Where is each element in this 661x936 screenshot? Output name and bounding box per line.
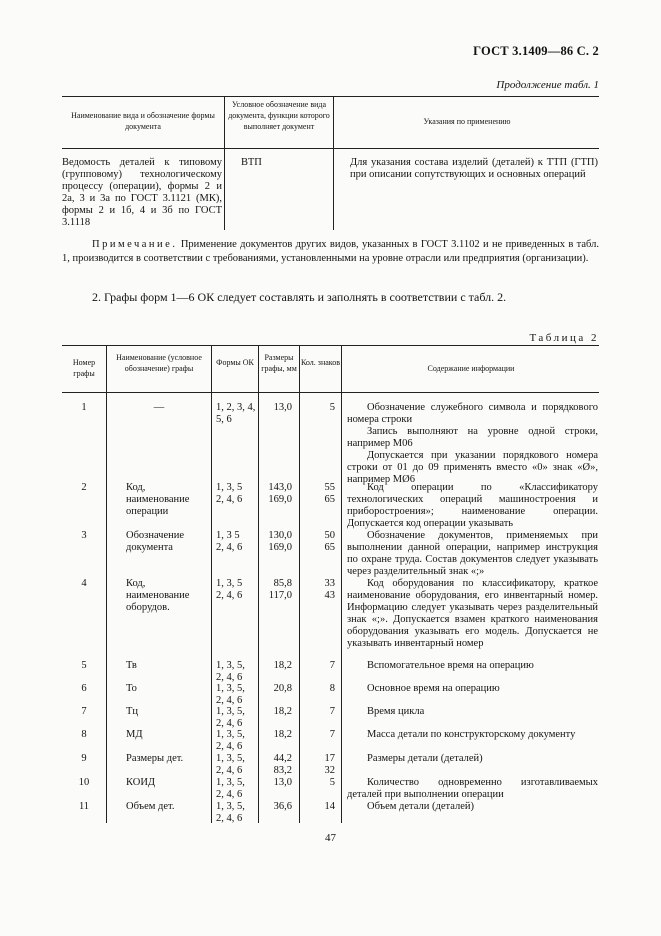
row-size: 13,0 [273,402,292,413]
row-size: 18,2 [273,660,292,671]
row-content-paragraph: Масса детали по конструкторскому документу [367,729,576,740]
row-number: 9 [81,753,87,764]
row-chars: 7 [329,706,335,717]
row-chars: 8 [329,683,335,694]
row-content-paragraph: Время цикла [367,706,425,717]
page-number: 47 [325,832,336,844]
row-column-name: Размеры дет. [126,753,184,764]
row-column-name: То [126,683,137,694]
row-chars: 5 [329,777,335,788]
row-content-paragraph: Обозначение документов, применяемых при выполнении данной операции, например инструкция по охране труда. Состав документов следует указывать через разделительный знак «;» [347,530,598,577]
table-1-document-code: ВТП [241,157,262,168]
row-forms: 1, 3, 5 2, 4, 6 [216,482,243,505]
row-content [347,801,598,813]
row-chars: 55 65 [324,482,335,505]
row-chars: 7 [329,729,335,740]
table-2-header-chars: Кол. знаков [300,358,341,367]
table-2-header-border [62,392,599,393]
row-content [347,729,598,741]
table-2-header-forms: Формы ОК [216,358,254,367]
row-forms: 1, 3, 5, 2, 4, 6 [216,729,245,752]
row-size: 18,2 [273,729,292,740]
row-content [347,660,598,672]
row-content [347,482,598,530]
row-column-name: Объем дет. [126,801,175,812]
row-column-name: Тц [126,706,139,717]
table-1-header-border [62,148,599,149]
row-content-paragraph: Обозначение служебного символа и порядкового номера строки [347,402,598,425]
note-label: Примечание. [92,239,178,250]
row-size: 18,2 [273,706,292,717]
row-chars: 17 32 [324,753,335,776]
row-size: 44,2 83,2 [273,753,292,776]
table-continuation-label: Продолжение табл. 1 [496,79,599,91]
row-content-paragraph: Количество одновременно изготавливаемых деталей при выполнении операции [347,777,598,800]
row-number: 10 [78,777,90,788]
row-forms: 1, 3, 5 2, 4, 6 [216,578,243,601]
row-chars: 7 [329,660,335,671]
row-forms: 1, 3, 5, 2, 4, 6 [216,660,245,683]
row-size: 13,0 [273,777,292,788]
row-number: 6 [81,683,87,694]
row-column-name: Обозначение документа [126,530,185,553]
row-content-paragraph: Объем детали (деталей) [367,801,474,812]
table-2-top-border [62,345,599,346]
row-column-name: Тв [126,660,137,671]
row-size: 143,0 169,0 [268,482,292,505]
row-column-name: Код, наименование оборудов. [126,578,190,613]
row-content-paragraph: Размеры детали (деталей) [367,753,483,764]
table-1-column-divider [224,96,225,230]
table-2-column-divider [106,345,107,823]
table-1-top-border [62,96,599,97]
note-text: Применение документов других видов, указанных в ГОСТ 3.1102 и не приведенных в табл. 1, производится в соответствии с требованиями, установленными на уровне отрасли или предприятия (организации). [62,239,599,264]
row-number: 1 [81,402,87,413]
table-2-caption: Таблица 2 [529,332,599,344]
table-2-column-divider [341,345,342,823]
note [62,238,599,266]
table-1-header-name: Наименование вида и обозначение формы документа [71,111,215,131]
row-content [347,777,598,801]
row-number: 4 [81,578,87,589]
table-1-header-usage: Указания по применению [423,117,511,126]
table-1-usage: Для указания состава изделий (деталей) к ТТП (ГТП) при описании сопутствующих и основных операций [350,157,598,180]
table-2-header-size: Размеры графы, мм [261,353,297,373]
row-content [347,530,598,578]
row-content-paragraph: Код операции по «Классификатору технологических операций машиностроения и приборостроения»; наименование операции. Допускается код операции указывать [347,482,598,529]
table-1-document-name: Ведомость деталей к типовому (групповому) технологическому процессу (операции), формы 2 и 2а, 3 и 3а по ГОСТ 3.1121 (МК), формы 2 и 1б, 4 и 3б по ГОСТ 3.1118 [62,157,222,228]
row-forms: 1, 3, 5, 2, 4, 6 [216,753,245,776]
row-size: 130,0 169,0 [268,530,292,553]
row-forms: 1, 3, 5, 2, 4, 6 [216,683,245,706]
row-chars: 14 [324,801,335,812]
table-2-column-divider [211,345,212,823]
row-column-name: Код, наименование операции [126,482,190,517]
table-1-header-code: Условное обозначение вида документа, функции которого выполняет документ [228,100,330,131]
row-number: 5 [81,660,87,671]
row-forms: 1, 3, 5, 2, 4, 6 [216,777,245,800]
row-content-paragraph: Запись выполняют на уровне одной строки, например М06 [347,426,598,449]
row-number: 8 [81,729,87,740]
row-chars: 33 43 [324,578,335,601]
row-content-paragraph: Код оборудования по классификатору, краткое наименование оборудования, его инвентарный номер. Информацию следует указывать через разделительный знак «;». Допускается взамен краткого наименования оборудования указывать его модель. Допускается не указывать инвентарный номер [347,578,598,649]
table-2-header-name: Наименование (условное обозначение) графы [116,353,202,373]
row-forms: 1, 3, 5, 2, 4, 6 [216,706,245,729]
row-number: 3 [81,530,87,541]
row-chars: 50 65 [324,530,335,553]
row-content [347,753,598,765]
row-content [347,706,598,718]
row-content [347,683,598,695]
row-chars: 5 [329,402,335,413]
row-content-paragraph: Основное время на операцию [367,683,500,694]
row-content-paragraph: Вспомогательное время на операцию [367,660,534,671]
row-size: 36,6 [273,801,292,812]
table-2-header-content: Содержание информации [427,364,515,373]
row-column-name: МД [126,729,143,740]
paragraph-2: 2. Графы форм 1—6 ОК следует составлять и заполнять в соответствии с табл. 2. [92,290,507,304]
row-forms: 1, 3 5 2, 4, 6 [216,530,243,553]
row-size: 85,8 117,0 [268,578,292,601]
row-content [347,402,598,486]
row-number: 7 [81,706,87,717]
row-content [347,578,598,650]
row-column-name: — [153,402,165,413]
table-2-header-num: Номер графы [72,358,96,378]
document-header: ГОСТ 3.1409—86 С. 2 [473,44,599,58]
row-forms: 1, 2, 3, 4, 5, 6 [216,402,256,425]
row-number: 2 [81,482,87,493]
table-1-column-divider [333,96,334,230]
row-forms: 1, 3, 5, 2, 4, 6 [216,801,245,824]
row-size: 20,8 [273,683,292,694]
row-content-paragraph: Допускается при указании порядкового номера строки от 01 до 09 применять вместо «0» знак «Ø», например МØ6 [347,450,598,485]
row-number: 11 [78,801,90,812]
row-column-name: КОИД [126,777,156,788]
